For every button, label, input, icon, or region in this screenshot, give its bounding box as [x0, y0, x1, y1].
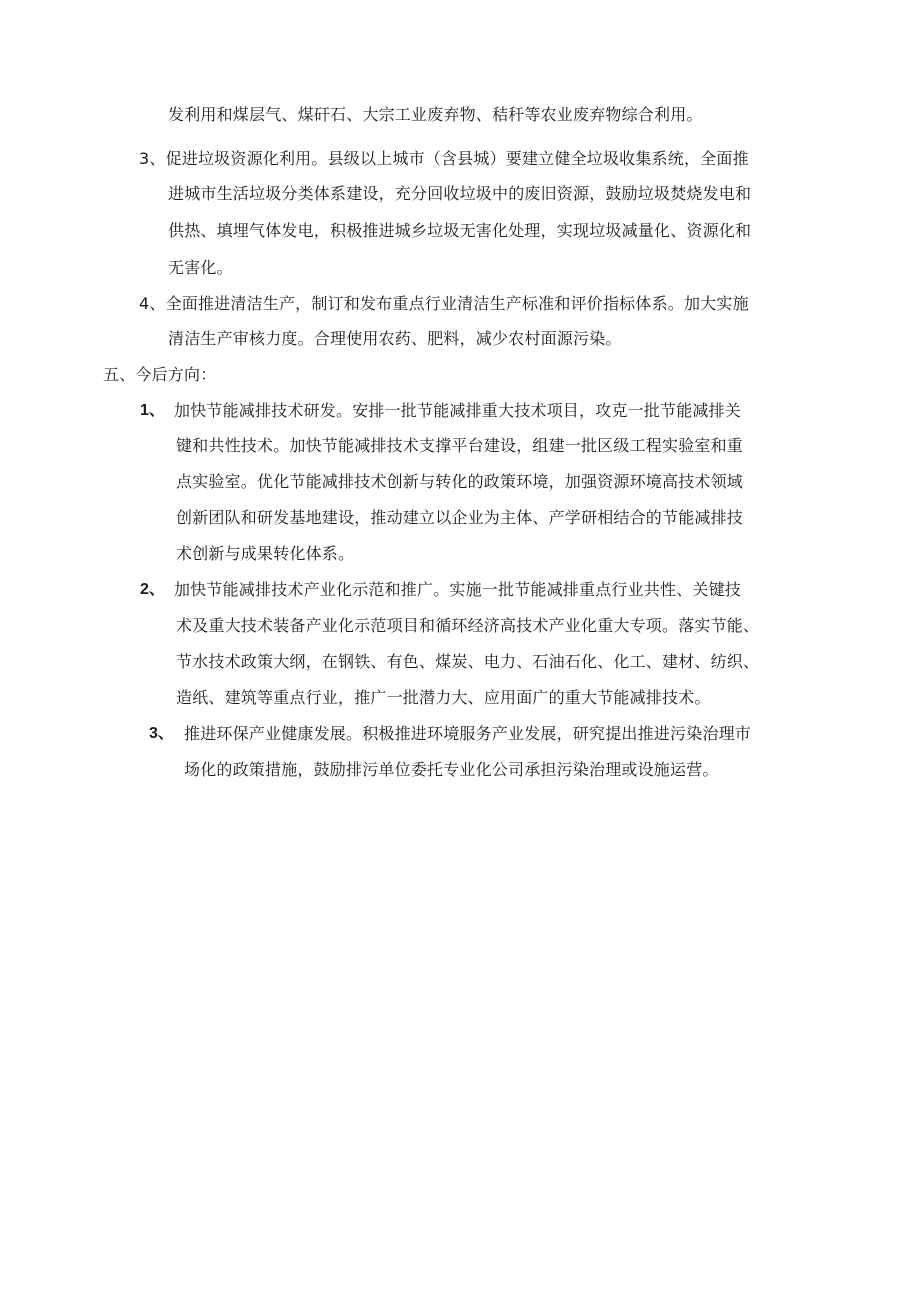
section-heading: 五、今后方向：	[103, 365, 217, 384]
point-2-number: 2、	[140, 581, 165, 598]
item-3-line-1: 3、促进垃圾资源化利用。县级以上城市（含县城）要建立健全垃圾收集系统，全面推	[139, 149, 749, 168]
item-3-line-4: 无害化。	[168, 258, 233, 277]
item-3-line-2: 进城市生活垃圾分类体系建设，充分回收垃圾中的废旧资源，鼓励垃圾焚烧发电和	[168, 184, 752, 203]
point-3-number: 3、	[149, 725, 174, 742]
point-2-line-4: 造纸、建筑等重点行业，推广一批潜力大、应用面广的重大节能减排技术。	[176, 688, 711, 707]
item-3-line-3: 供热、填埋气体发电，积极推进城乡垃圾无害化处理，实现垃圾减量化、资源化和	[168, 221, 752, 240]
point-1-line-1: 加快节能减排技术研发。安排一批节能减排重大技术项目，攻克一批节能减排关	[174, 401, 742, 420]
point-1-line-3: 点实验室。优化节能减排技术创新与转化的政策环境，加强资源环境高技术领域	[176, 472, 744, 491]
point-2-line-2: 术及重大技术装备产业化示范项目和循环经济高技术产业化重大专项。落实节能、	[176, 616, 760, 635]
point-1-line-4: 创新团队和研发基地建设，推动建立以企业为主体、产学研相结合的节能减排技	[176, 508, 744, 527]
item-4-line-1: 4、全面推进清洁生产，制订和发布重点行业清洁生产标准和评价指标体系。加大实施	[139, 294, 749, 313]
continuation-line: 发利用和煤层气、煤矸石、大宗工业废弃物、秸秆等农业废弃物综合利用。	[168, 105, 703, 124]
point-1-number: 1、	[140, 402, 165, 419]
item-4-line-2: 清洁生产审核力度。合理使用农药、肥料，减少农村面源污染。	[168, 329, 622, 348]
point-2-line-1: 加快节能减排技术产业化示范和推广。实施一批节能减排重点行业共性、关键技	[174, 580, 742, 599]
point-3-line-1: 推进环保产业健康发展。积极推进环境服务产业发展，研究提出推进污染治理市	[184, 724, 752, 743]
point-1-line-2: 键和共性技术。加快节能减排技术支撑平台建设，组建一批区级工程实验室和重	[176, 436, 744, 455]
point-1-line-5: 术创新与成果转化体系。	[176, 544, 355, 563]
point-3-line-2: 场化的政策措施，鼓励排污单位委托专业化公司承担污染治理或设施运营。	[184, 760, 719, 779]
point-2-line-3: 节水技术政策大纲，在钢铁、有色、煤炭、电力、石油石化、化工、建材、纺织、	[176, 652, 760, 671]
